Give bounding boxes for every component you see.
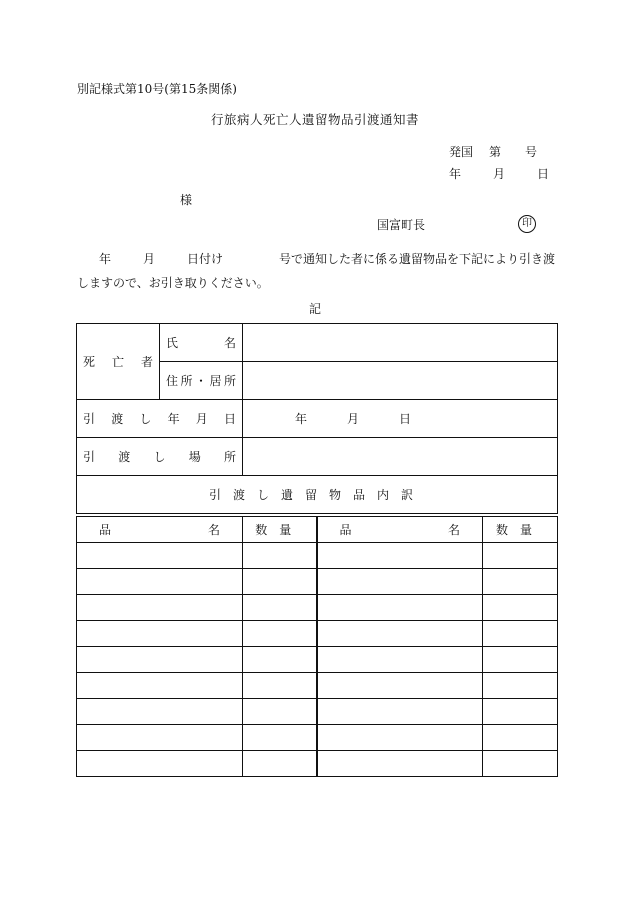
item-row — [77, 725, 558, 751]
body-text: 号で通知した者に係る遺留物品を下記により引き渡しますので、お引き取りください。 — [77, 252, 556, 290]
item-row — [77, 595, 558, 621]
body-year: 年 — [99, 252, 112, 266]
item-cell — [77, 621, 243, 647]
handover-place-field — [243, 438, 558, 476]
quantity-header-right: 数量 — [483, 517, 558, 543]
item-cell — [77, 699, 243, 725]
name-label: 氏名 — [160, 324, 243, 362]
item-cell — [483, 595, 558, 621]
item-cell — [243, 699, 317, 725]
body-date-suffix: 日付け — [187, 252, 224, 266]
issue-dai: 第 — [489, 145, 502, 159]
item-cell — [243, 543, 317, 569]
handover-date-field — [243, 400, 558, 438]
document-title: 行旅病人死亡人遺留物品引渡通知書 — [210, 112, 419, 127]
mayor-title: 国富町長 — [377, 218, 426, 232]
item-cell — [483, 543, 558, 569]
body-month: 月 — [143, 252, 156, 266]
item-cell — [483, 673, 558, 699]
issue-number — [449, 143, 537, 160]
handover-table — [76, 323, 558, 514]
item-cell — [483, 699, 558, 725]
handover-place-label: 引渡し場所 — [77, 438, 243, 476]
seal-mark: 印 — [518, 215, 536, 233]
item-cell — [483, 569, 558, 595]
item-cell — [243, 751, 317, 777]
items-heading: 引渡し遺留物品内訳 — [77, 476, 558, 514]
item-cell — [243, 673, 317, 699]
address-label: 住所・居所 — [160, 362, 243, 400]
item-row — [77, 621, 558, 647]
item-cell — [317, 699, 483, 725]
item-name-header-right: 品 名 — [317, 517, 483, 543]
issue-day: 日 — [537, 167, 550, 181]
item-cell — [317, 595, 483, 621]
item-cell — [317, 569, 483, 595]
item-cell — [77, 647, 243, 673]
item-cell — [317, 673, 483, 699]
quantity-header-left: 数量 — [243, 517, 317, 543]
item-cell — [317, 751, 483, 777]
item-cell — [243, 647, 317, 673]
item-row — [77, 673, 558, 699]
item-cell — [483, 621, 558, 647]
item-row — [77, 647, 558, 673]
item-cell — [483, 725, 558, 751]
form-reference: 別記様式第10号(第15条関係) — [77, 82, 237, 96]
item-cell — [77, 543, 243, 569]
item-cell — [243, 725, 317, 751]
recipient-suffix: 様 — [180, 193, 193, 207]
notice-body — [77, 247, 557, 295]
item-cell — [77, 725, 243, 751]
issue-date — [449, 165, 549, 182]
address-field — [243, 362, 558, 400]
item-cell — [77, 595, 243, 621]
item-cell — [317, 621, 483, 647]
item-row — [77, 543, 558, 569]
item-cell — [317, 647, 483, 673]
issue-year: 年 — [449, 167, 462, 181]
item-cell — [77, 751, 243, 777]
item-cell — [77, 673, 243, 699]
issue-go: 号 — [525, 145, 538, 159]
item-row — [77, 751, 558, 777]
item-cell — [243, 621, 317, 647]
handover-month: 月 — [347, 412, 360, 426]
item-cell — [243, 569, 317, 595]
item-name-header-left: 品 名 — [77, 517, 243, 543]
deceased-label: 死亡者 — [77, 324, 160, 400]
name-field — [243, 324, 558, 362]
item-cell — [243, 595, 317, 621]
issue-month: 月 — [493, 167, 506, 181]
issue-prefix: 発国 — [449, 145, 474, 159]
item-cell — [317, 543, 483, 569]
item-cell — [77, 569, 243, 595]
item-row — [77, 699, 558, 725]
handover-day: 日 — [399, 412, 412, 426]
item-cell — [483, 647, 558, 673]
item-row — [77, 569, 558, 595]
items-table — [76, 516, 558, 777]
handover-date-label: 引渡し年月日 — [77, 400, 243, 438]
item-cell — [317, 725, 483, 751]
item-cell — [483, 751, 558, 777]
ki-heading: 記 — [308, 302, 321, 316]
handover-year: 年 — [295, 412, 308, 426]
